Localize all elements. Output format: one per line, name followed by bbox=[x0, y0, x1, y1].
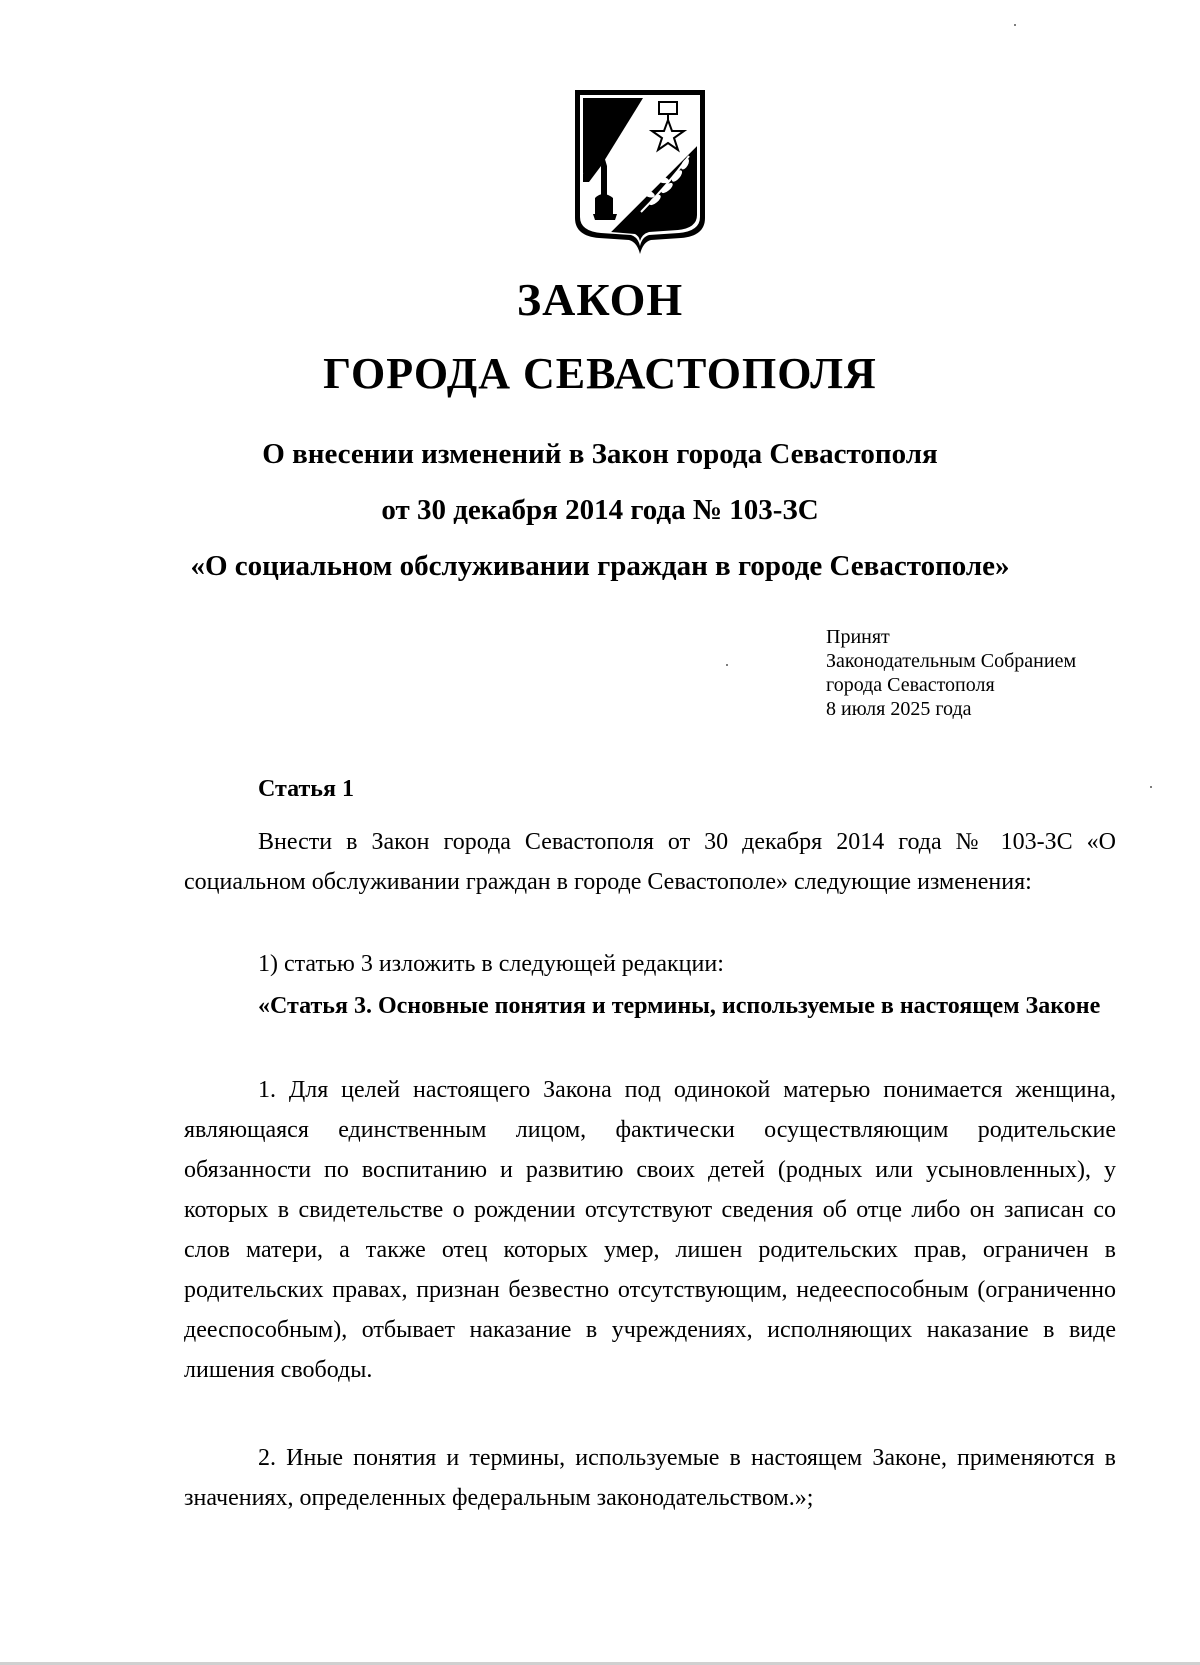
adoption-line-2: Законодательным Собранием bbox=[826, 650, 1077, 672]
article-1-intro: Внести в Закон города Севастополя от 30 декабря 2014 года № 103-ЗС «О социальном обслуживании граждан в городе Севастополе» следующие изменения: bbox=[184, 829, 1116, 895]
adoption-block bbox=[826, 625, 1076, 721]
article-3-paragraph-1: 1. Для целей настоящего Закона под одинокой матерью понимается женщина, являющаяся единственным лицом, фактически осуществляющим родительские обязанности по воспитанию и развитию своих детей (родных или усыновленных), у которых в свидетельстве о рождении отсутствуют сведения об отце либо он записан со слов матери, а также отец которых умер, лишен родительских прав, ограничен в родительских правах, признан безвестно отсутствующим, недееспособным (ограниченно дееспособным), отбывает наказание в учреждениях, исполняющих наказание в виде лишения свободы. bbox=[184, 1077, 1116, 1383]
article-1-heading: Статья 1 bbox=[258, 776, 354, 802]
scan-speck bbox=[1150, 786, 1152, 788]
law-title: ЗАКОН bbox=[516, 274, 684, 325]
adoption-line-3: города Севастополя bbox=[826, 674, 995, 696]
adoption-line-1: Принят bbox=[826, 626, 890, 648]
law-subject-line-1: О внесении изменений в Закон города Севастополя bbox=[262, 438, 938, 470]
article-3-quoted-heading: «Статья 3. Основные понятия и термины, используемые в настоящем Законе bbox=[258, 993, 1101, 1019]
scan-speck bbox=[726, 664, 728, 666]
law-subject-line-3: «О социальном обслуживании граждан в городе Севастополе» bbox=[190, 550, 1010, 582]
article-1-item-1: 1) статью 3 изложить в следующей редакции: bbox=[258, 951, 724, 977]
sevastopol-coat-of-arms-icon bbox=[571, 86, 709, 258]
law-issuer: ГОРОДА СЕВАСТОПОЛЯ bbox=[323, 349, 877, 398]
law-subject-line-2: от 30 декабря 2014 года № 103-ЗС bbox=[381, 494, 819, 526]
adoption-date: 8 июля 2025 года bbox=[826, 698, 972, 720]
scan-speck bbox=[1014, 24, 1016, 26]
article-3-paragraph-2: 2. Иные понятия и термины, используемые в настоящем Законе, применяются в значениях, определенных федеральным законодательством.»; bbox=[184, 1445, 1116, 1511]
